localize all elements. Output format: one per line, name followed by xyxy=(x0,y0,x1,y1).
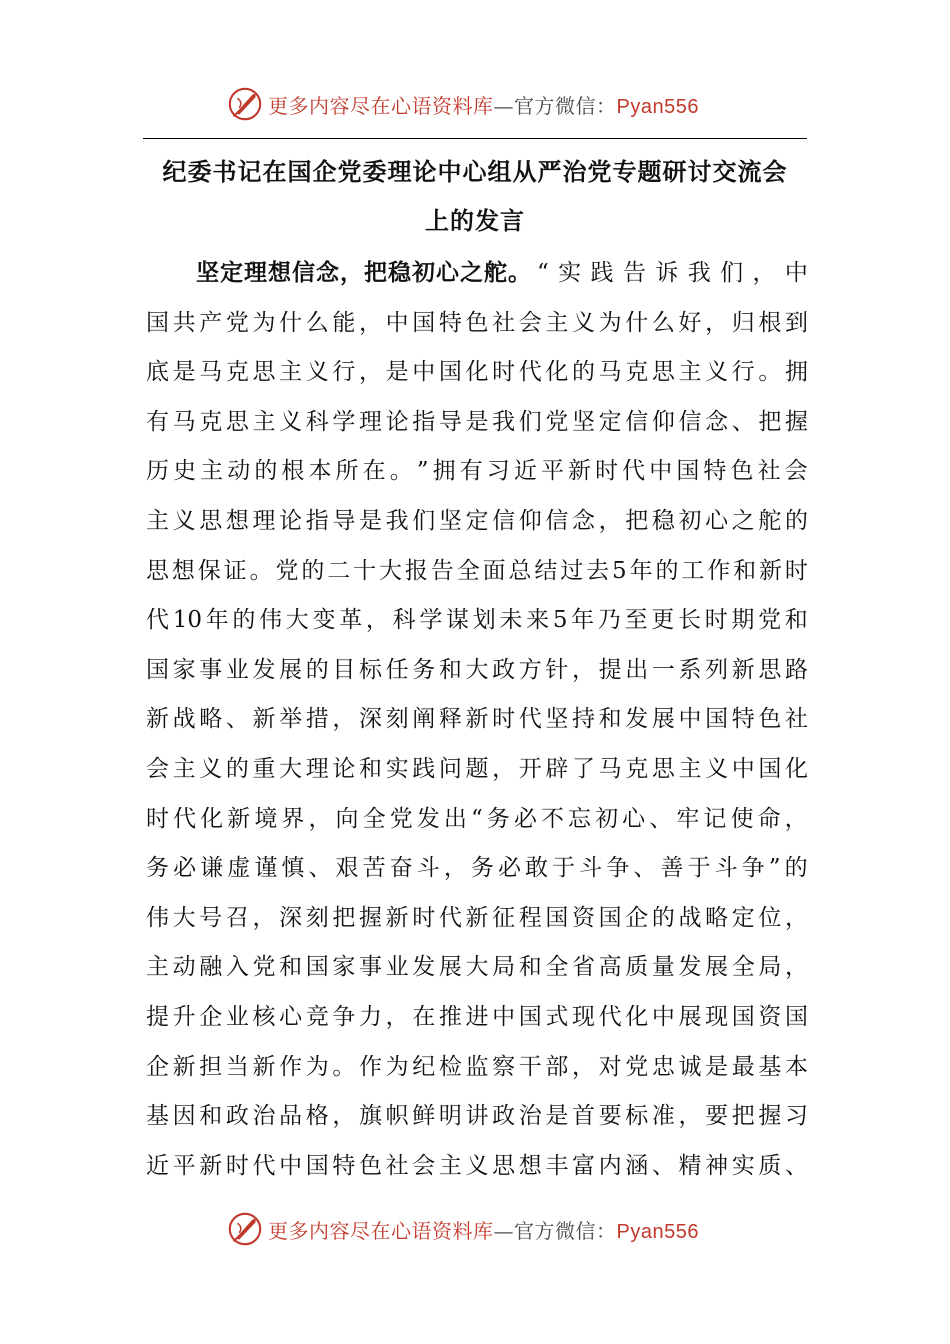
banner-site-name: 更多内容尽在心语资料库 xyxy=(268,93,494,118)
body-line: 务 必 谦 虚 谨 慎 、 艰 苦 奋 斗 ， 务 必 敢 于 斗 争 、 善 于 斗 争 ” 的 xyxy=(146,855,808,882)
title-line-1: 纪委书记在国企党委理论中心组从严治党专题研讨交流会 xyxy=(162,158,788,186)
document-body xyxy=(146,249,808,1191)
banner-wechat-id: Pyan556 xyxy=(616,95,699,118)
lead-bold-phrase: 坚 定 理 想 信 念 ， 把 稳 初 心 之 舵 。 xyxy=(196,260,531,286)
body-line: 国 家 事 业 发 展 的 目 标 任 务 和 大 政 方 针 ， 提 出 一 系 列 新 思 路 xyxy=(146,656,808,683)
body-line: 时 代 化 新 境 界 ， 向 全 党 发 出 “ 务 必 不 忘 初 心 、 牢 记 使 命 ， xyxy=(146,805,808,832)
body-line: 有 马 克 思 主 义 科 学 理 论 指 导 是 我 们 党 坚 定 信 仰 信 念 、 把 握 xyxy=(146,408,808,435)
body-line: 代 10 年 的 伟 大 变 革 ， 科 学 谋 划 未 来 5 年 乃 至 更 长 时 期 党 和 xyxy=(146,607,808,634)
body-line: 国 共 产 党 为 什 么 能 ， 中 国 特 色 社 会 主 义 为 什 么 好 ， 归 根 到 xyxy=(146,309,808,336)
body-line: 新 战 略 、 新 举 措 ， 深 刻 阐 释 新 时 代 坚 持 和 发 展 中 国 特 色 社 xyxy=(146,706,808,733)
body-line-text: “ 实 践 告 诉 我 们 ， 中 xyxy=(537,260,808,286)
body-line: 企 新 担 当 新 作 为 。 作 为 纪 检 监 察 干 部 ， 对 党 忠 诚 是 最 基 本 xyxy=(146,1053,808,1080)
body-line xyxy=(146,249,808,299)
banner-wechat-id: Pyan556 xyxy=(616,1220,699,1243)
body-line: 伟 大 号 召 ， 深 刻 把 握 新 时 代 新 征 程 国 资 国 企 的 战 略 定 位 ， xyxy=(146,904,808,931)
banner-wechat-label: —官方微信： xyxy=(493,1218,617,1243)
body-line: 底 是 马 克 思 主 义 行 ， 是 中 国 化 时 代 化 的 马 克 思 主 义 行 。 拥 xyxy=(146,359,808,386)
body-line: 历 史 主 动 的 根 本 所 在 。 ” 拥 有 习 近 平 新 时 代 中 国 特 色 社 会 xyxy=(146,458,808,485)
body-line: 主 动 融 入 党 和 国 家 事 业 发 展 大 局 和 全 省 高 质 量 发 展 全 局 ， xyxy=(146,954,808,981)
body-line: 思 想 保 证 。 党 的 二 十 大 报 告 全 面 总 结 过 去 5 年 的 工 作 和 新 时 xyxy=(146,557,808,584)
title-line-2: 上的发言 xyxy=(425,207,525,235)
body-line: 近 平 新 时 代 中 国 特 色 社 会 主 义 思 想 丰 富 内 涵 、 精 神 实 质 、 xyxy=(146,1152,808,1179)
quill-logo-icon xyxy=(226,1210,264,1248)
banner-site-name: 更多内容尽在心语资料库 xyxy=(268,1218,494,1243)
header-divider xyxy=(143,138,807,139)
body-line: 基 因 和 政 治 品 格 ， 旗 帜 鲜 明 讲 政 治 是 首 要 标 准 ， 要 把 握 习 xyxy=(146,1103,808,1130)
document-title xyxy=(143,148,807,246)
body-line: 提 升 企 业 核 心 竞 争 力 ， 在 推 进 中 国 式 现 代 化 中 展 现 国 资 国 xyxy=(146,1003,808,1030)
footer-watermark-banner xyxy=(226,1207,746,1251)
header-watermark-banner xyxy=(226,82,746,126)
quill-logo-icon xyxy=(226,85,264,123)
banner-wechat-label: —官方微信： xyxy=(493,93,617,118)
body-line: 会 主 义 的 重 大 理 论 和 实 践 问 题 ， 开 辟 了 马 克 思 主 义 中 国 化 xyxy=(146,755,808,782)
body-line: 主 义 思 想 理 论 指 导 是 我 们 坚 定 信 仰 信 念 ， 把 稳 初 心 之 舵 的 xyxy=(146,507,808,534)
